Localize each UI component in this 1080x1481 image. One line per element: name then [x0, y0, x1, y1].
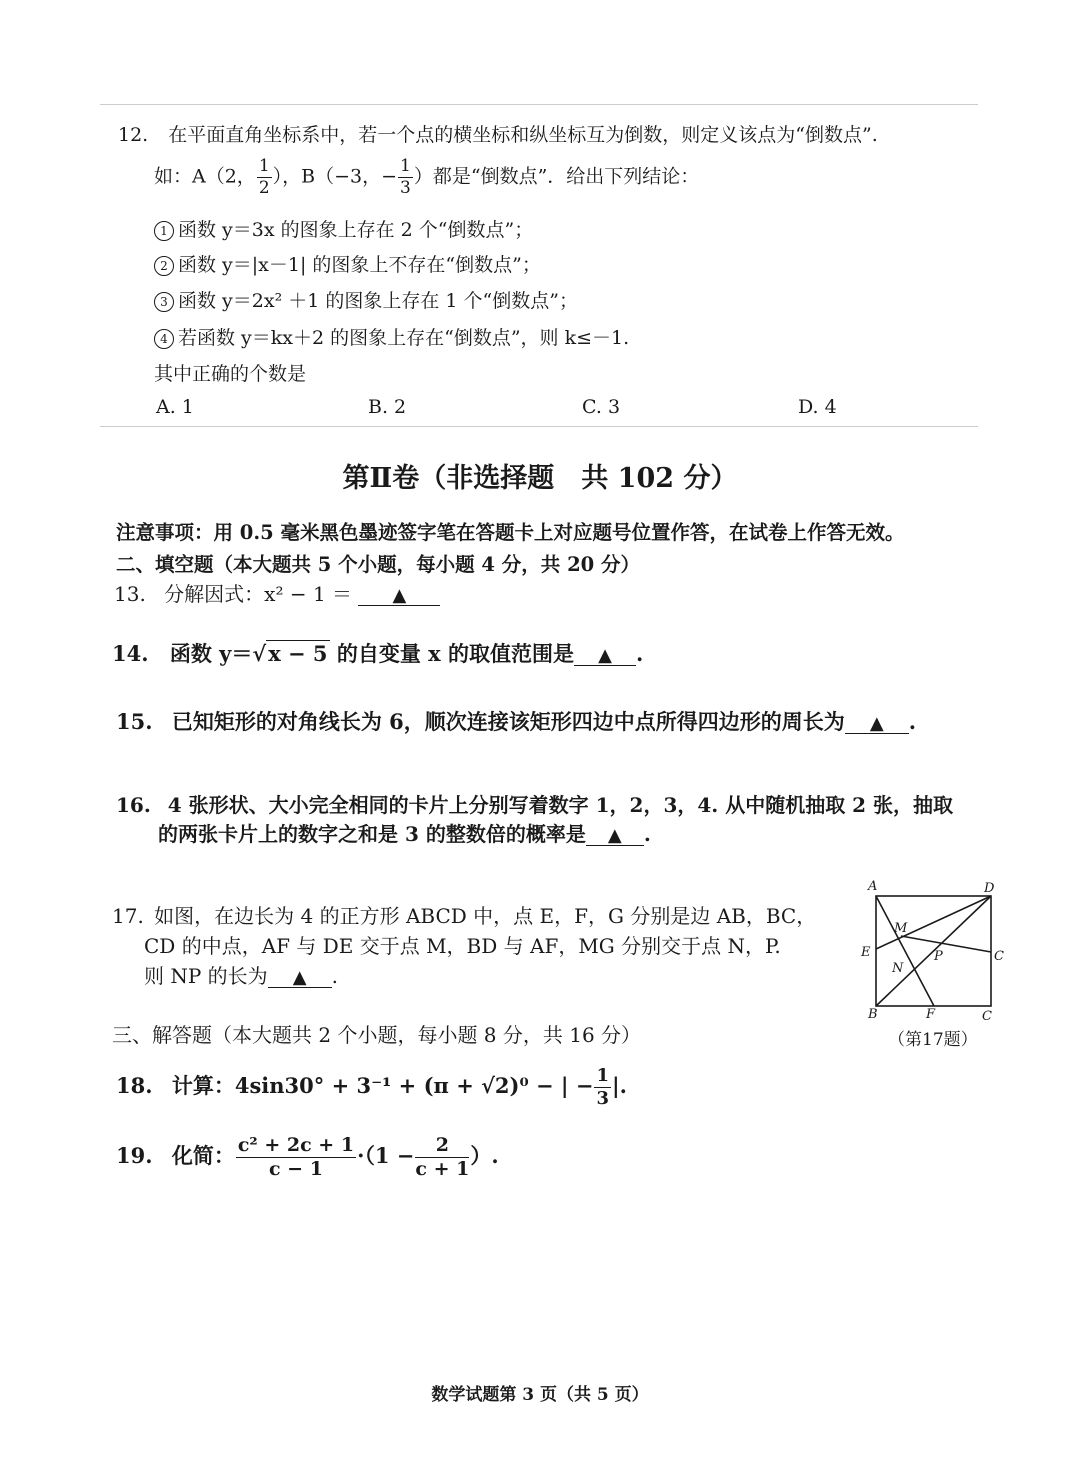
segment-af [876, 896, 934, 1006]
q12-example-suffix: ）都是“倒数点”．给出下列结论： [413, 165, 700, 188]
q12-question: 其中正确的个数是 [154, 363, 307, 385]
section-3-heading: 三、解答题（本大题共 2 个小题，每小题 8 分，共 16 分） [112, 1023, 642, 1047]
q12-conclusion-3 [154, 286, 578, 313]
q12-conclusion-4-text: 若函数 y＝kx＋2 的图象上存在“倒数点”，则 k≤－1. [178, 327, 630, 349]
q13-text: 分解因式：x² − 1 ＝ [164, 582, 353, 606]
q17-line-3-text: 则 NP 的长为 [144, 964, 268, 988]
q15-number: 15. [116, 709, 153, 734]
q19-suffix: ）. [470, 1143, 499, 1168]
q19-prefix: 化简： [171, 1143, 235, 1168]
figure-label-n: N [892, 961, 904, 976]
figure-label-d: D [984, 881, 995, 896]
q14-number: 14. [112, 641, 149, 666]
q12-frac-2-den: 3 [400, 178, 411, 198]
figure-label-p: P [934, 949, 943, 964]
q12-mark-4: 4 [154, 329, 174, 349]
figure-label-a: A [868, 879, 878, 894]
figure-label-c-mid: C [994, 949, 1004, 964]
q16-number: 16. [116, 793, 151, 817]
q19-number: 19. [116, 1143, 153, 1168]
q12-stem [118, 120, 878, 147]
q14-answer-triangle: ▲ [598, 645, 612, 666]
figure-label-b: B [868, 1007, 878, 1022]
q12-conclusion-2-text: 函数 y＝|x－1| 的图象上不存在“倒数点”； [178, 254, 541, 276]
section-2-notice: 注意事项：用 0.5 毫米黑色墨迹签字笔在答题卡上对应题号位置作答，在试卷上作答无效。 [116, 521, 905, 544]
q17-answer-blank[interactable] [268, 966, 332, 988]
q12-option-a: A. 1 [156, 396, 194, 418]
q17-answer-triangle: ▲ [292, 967, 307, 988]
q17-line-2: CD 的中点，AF 与 DE 交于点 M，BD 与 AF，MG 分别交于点 N，P. [144, 934, 781, 958]
q14-prefix: 函数 y＝ [169, 641, 253, 666]
q12-frac-2 [398, 158, 413, 197]
q18-frac-num: 1 [596, 1065, 609, 1086]
q16-line-2-text: 的两张卡片上的数字之和是 3 的整数倍的概率是 [158, 822, 586, 846]
q18-prefix: 计算：4sin30° + 3⁻¹ + (π + √2)⁰ − | − [171, 1073, 594, 1098]
q17-end: . [331, 964, 339, 988]
q17-line-3 [144, 960, 338, 989]
section-2-title: 第Ⅱ卷（非选择题 共 102 分） [342, 463, 738, 494]
q12-frac-1 [257, 158, 272, 197]
q12-bottom-border [100, 426, 978, 427]
q13-number: 13. [114, 582, 146, 606]
q12-option-c: C. 3 [582, 396, 621, 418]
q18-suffix: |. [611, 1073, 627, 1098]
q19-middle: ·（1 − [357, 1143, 415, 1168]
fill-in-heading: 二、填空题（本大题共 5 个小题，每小题 4 分，共 20 分） [116, 553, 641, 576]
q12-mark-3: 3 [154, 292, 174, 312]
q14-suffix: 的自变量 x 的取值范围是 [336, 641, 575, 666]
q19-frac-2 [415, 1136, 469, 1179]
q19-frac-1-num: c² + 2c + 1 [237, 1134, 355, 1156]
figure-label-f: F [926, 1007, 936, 1022]
q18-frac [594, 1067, 611, 1108]
figure-label-c: C [982, 1009, 992, 1024]
q12-example-mid: ），B（−3，− [272, 165, 398, 188]
q12-example [154, 158, 699, 197]
q19-frac-2-den: c + 1 [415, 1158, 470, 1180]
q19 [116, 1136, 499, 1179]
q17-figure-caption: （第17题） [888, 1030, 978, 1050]
q16-end: . [643, 822, 651, 846]
q15-text: 已知矩形的对角线长为 6，顺次连接该矩形四边中点所得四边形的周长为 [171, 709, 845, 734]
q12-option-b: B. 2 [368, 396, 407, 418]
q14-answer-blank[interactable] [574, 643, 636, 666]
q19-frac-1-den: c − 1 [268, 1158, 323, 1180]
q17-figure [856, 876, 1006, 1026]
q15-answer-triangle: ▲ [869, 713, 884, 734]
q16-line-1 [116, 789, 953, 818]
q16-line-2 [158, 818, 651, 847]
q12-conclusion-1 [154, 215, 533, 242]
figure-label-m: M [894, 921, 908, 936]
q13-answer-blank[interactable] [358, 584, 440, 606]
q15-answer-blank[interactable] [845, 711, 909, 734]
q16-answer-blank[interactable] [586, 824, 644, 846]
figure-label-e: E [861, 945, 871, 960]
q14-sqrt-sign: √ [252, 641, 267, 666]
q18-frac-den: 3 [596, 1088, 609, 1109]
q12-frac-1-den: 2 [258, 178, 270, 198]
q15 [116, 706, 916, 736]
q17-line-1 [112, 900, 816, 929]
q16-answer-triangle: ▲ [607, 825, 622, 846]
q12-mark-1: 1 [154, 221, 174, 241]
q12-option-d: D. 4 [798, 396, 837, 418]
q12-conclusion-4 [154, 323, 629, 350]
q13-answer-triangle: ▲ [392, 585, 407, 606]
page-footer: 数学试题第 3 页（共 5 页） [431, 1385, 649, 1405]
q17-number: 17. [112, 904, 144, 928]
q17-line-1-text: 如图，在边长为 4 的正方形 ABCD 中，点 E，F，G 分别是边 AB，BC， [154, 904, 817, 928]
q12-frac-2-num: 1 [400, 156, 411, 176]
q12-frac-1-num: 1 [258, 156, 270, 176]
q16-line-1-text: 4 张形状、大小完全相同的卡片上分别写着数字 1，2，3，4. 从中随机抽取 2 张，抽取 [167, 793, 954, 817]
q18 [116, 1067, 627, 1108]
q18-number: 18. [116, 1073, 153, 1098]
q19-frac-2-num: 2 [415, 1136, 469, 1158]
q14-end: . [636, 641, 644, 666]
q13 [114, 578, 440, 607]
q12-top-border [100, 104, 978, 105]
q19-frac-1 [236, 1136, 356, 1179]
q14-radicand: x − 5 [268, 641, 328, 666]
q15-end: . [908, 709, 917, 734]
q12-example-prefix: 如：A（2， [154, 165, 256, 188]
q12-conclusion-2 [154, 250, 541, 277]
q12-conclusion-1-text: 函数 y＝3x 的图象上存在 2 个“倒数点”； [178, 219, 534, 241]
q14 [112, 638, 643, 668]
q12-stem-text: 在平面直角坐标系中，若一个点的横坐标和纵坐标互为倒数，则定义该点为“倒数点”. [168, 124, 878, 146]
q12-number: 12. [118, 124, 149, 146]
q12-mark-2: 2 [154, 256, 174, 276]
q12-conclusion-3-text: 函数 y＝2x² ＋1 的图象上存在 1 个“倒数点”； [178, 290, 578, 312]
